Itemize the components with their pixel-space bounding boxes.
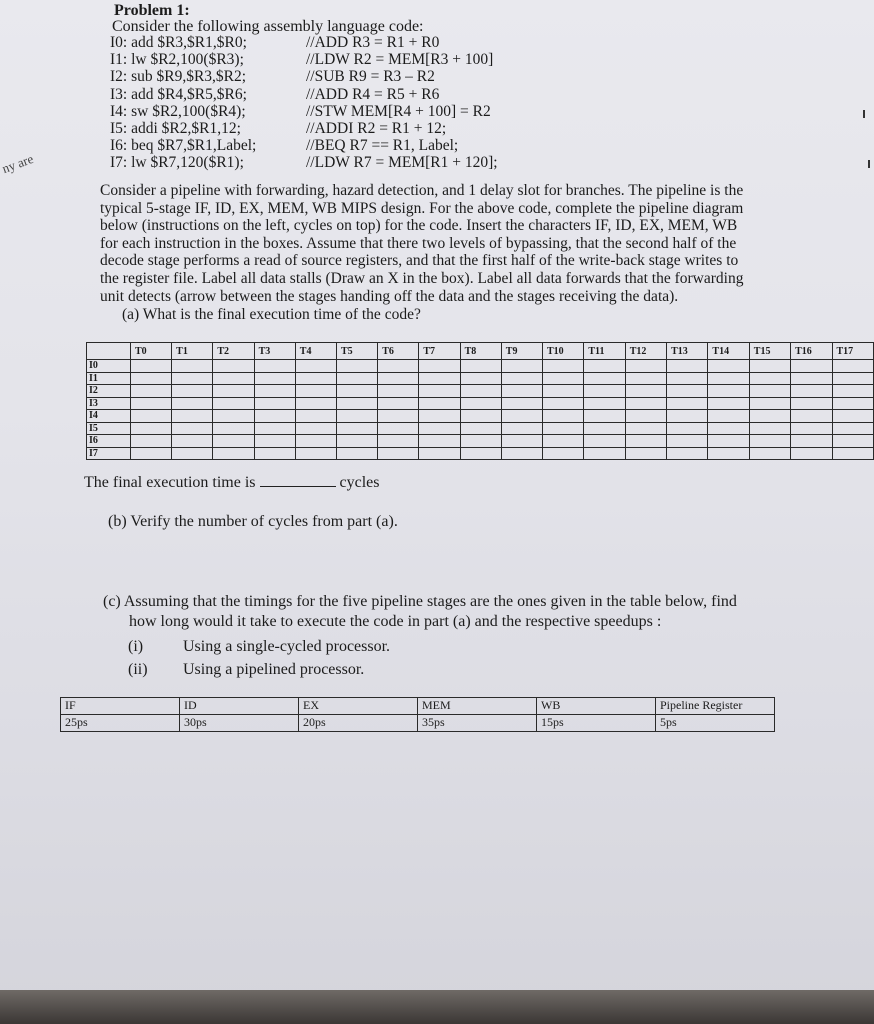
pipeline-cell[interactable] [832,422,874,435]
pipeline-cell[interactable] [791,397,832,410]
pipeline-cell[interactable] [130,385,171,398]
pipeline-cell[interactable] [749,385,790,398]
stage-time: 35ps [418,715,537,732]
final-time-line [84,472,379,492]
pipeline-cell[interactable] [543,385,584,398]
pipeline-cell[interactable] [336,422,377,435]
pipeline-cell[interactable] [543,397,584,410]
pipeline-cell[interactable] [667,422,708,435]
pipeline-cell[interactable] [419,447,460,460]
pipeline-row [87,372,874,385]
pipeline-cell[interactable] [708,385,749,398]
pipeline-cell[interactable] [625,360,666,373]
instruction: I2: sub $R9,$R3,$R2; [110,68,247,86]
question-a: (a) What is the final execution time of the code? [122,306,421,323]
pipeline-cell[interactable] [708,410,749,423]
instruction: I7: lw $R7,120($R1); [110,154,244,172]
pipeline-cell[interactable] [832,410,874,423]
pipeline-cell[interactable] [213,372,254,385]
comment: //ADDI R2 = R1 + 12; [306,119,447,137]
pipeline-cell[interactable] [378,372,419,385]
cycle-header: T10 [543,343,584,360]
cycle-header: T0 [130,343,171,360]
comment: //SUB R9 = R3 – R2 [306,68,435,86]
pipeline-cell[interactable] [172,372,213,385]
pipeline-cell[interactable] [460,422,501,435]
problem-title: Problem 1: [114,2,190,19]
instruction: I5: addi $R2,$R1,12; [110,119,241,137]
pipeline-cell[interactable] [667,435,708,448]
pipeline-cell[interactable] [791,422,832,435]
pipeline-row [87,360,874,373]
cycle-header: T2 [213,343,254,360]
pipeline-cell[interactable] [708,422,749,435]
pipeline-cell[interactable] [295,385,336,398]
paragraph-line: decode stage performs a read of source registers, and that the first half of the write-back stage writes to [100,252,739,270]
pipeline-cell[interactable] [336,360,377,373]
instruction-label: I2 [87,385,131,398]
pipeline-cell[interactable] [625,447,666,460]
pipeline-cell[interactable] [543,372,584,385]
pipeline-cell[interactable] [791,360,832,373]
paragraph-line: the register file. Label all data stalls (Draw an X in the box). Label all data forwards that the forwarding [100,269,744,287]
pipeline-cell[interactable] [708,360,749,373]
pipeline-row [87,447,874,460]
comment: //STW MEM[R4 + 100] = R2 [306,102,491,120]
pipeline-cell[interactable] [832,385,874,398]
instruction-label: I3 [87,397,131,410]
pipeline-cell[interactable] [584,397,625,410]
instruction-label: I4 [87,410,131,423]
stage-time: 30ps [180,715,299,732]
pipeline-row [87,435,874,448]
cycle-header: T9 [501,343,542,360]
pipeline-cell[interactable] [295,372,336,385]
cycle-header: T7 [419,343,460,360]
pipeline-cell[interactable] [419,385,460,398]
code-line [110,137,498,154]
pipeline-cell[interactable] [667,410,708,423]
paragraph-line: typical 5-stage IF, ID, EX, MEM, WB MIPS design. For the above code, complete the pipeline diagram [100,199,744,217]
pipeline-cell[interactable] [378,397,419,410]
paragraph-line: below (instructions on the left, cycles on top) for the code. Insert the characters IF, ID, EX, MEM, WB [100,217,738,235]
stage-time: 15ps [537,715,656,732]
pipeline-cell[interactable] [749,435,790,448]
question-c-line: how long would it take to execute the code in part (a) and the respective speedups : [129,613,662,630]
stage-name: WB [537,698,656,715]
pipeline-cell[interactable] [213,422,254,435]
pipeline-cell[interactable] [172,435,213,448]
pipeline-cell[interactable] [254,435,295,448]
pipeline-row [87,385,874,398]
pipeline-cell[interactable] [584,385,625,398]
comment: //LDW R7 = MEM[R1 + 120]; [306,154,498,172]
pipeline-cell[interactable] [295,435,336,448]
pipeline-cell[interactable] [543,447,584,460]
pipeline-cell[interactable] [378,385,419,398]
pipeline-cell[interactable] [254,372,295,385]
pipeline-cell[interactable] [667,447,708,460]
stage-timing-table [60,697,775,732]
pipeline-cell[interactable] [460,410,501,423]
pipeline-cell[interactable] [254,360,295,373]
pipeline-cell[interactable] [625,422,666,435]
pipeline-cell[interactable] [213,447,254,460]
pipeline-cell[interactable] [378,422,419,435]
pipeline-cell[interactable] [584,435,625,448]
paragraph-line: for each instruction in the boxes. Assume that there two levels of bypassing, that the second half of the [100,234,737,252]
paragraph-line: unit detects (arrow between the stages handing off the data and the stages receiving the data). [100,287,679,305]
question-c [103,592,833,632]
instruction: I0: add $R3,$R1,$R0; [110,34,247,51]
margin-note: ny are [0,151,36,177]
stage-name: MEM [418,698,537,715]
pipeline-cell[interactable] [419,372,460,385]
pipeline-cell[interactable] [419,435,460,448]
pipeline-cell[interactable] [749,447,790,460]
cycle-header: T8 [460,343,501,360]
pipeline-cell[interactable] [667,385,708,398]
pipeline-cell[interactable] [295,422,336,435]
pipeline-cell[interactable] [501,447,542,460]
final-time-label: The final execution time is [84,474,256,491]
pipeline-cell[interactable] [172,397,213,410]
pipeline-cell[interactable] [584,360,625,373]
item-text: Using a pipelined processor. [183,661,365,678]
code-line [110,51,498,68]
pipeline-cell[interactable] [625,385,666,398]
pipeline-cell[interactable] [625,410,666,423]
pipeline-cell[interactable] [254,385,295,398]
pipeline-cell[interactable] [832,435,874,448]
pipeline-cell[interactable] [378,447,419,460]
pipeline-cell[interactable] [832,360,874,373]
pipeline-row [87,397,874,410]
timing-stage-row [61,698,775,715]
pipeline-cell[interactable] [584,410,625,423]
pipeline-cell[interactable] [295,447,336,460]
cycle-header: T3 [254,343,295,360]
cycle-header: T16 [791,343,832,360]
pipeline-cell[interactable] [501,360,542,373]
instruction: I6: beq $R7,$R1,Label; [110,137,257,155]
table-corner [87,343,131,360]
pipeline-cell[interactable] [378,410,419,423]
final-time-blank[interactable] [260,472,336,487]
pipeline-cell[interactable] [501,372,542,385]
stage-time: 20ps [299,715,418,732]
pipeline-cell[interactable] [460,447,501,460]
pipeline-cell[interactable] [708,447,749,460]
cycle-header: T1 [172,343,213,360]
pipeline-cell[interactable] [501,410,542,423]
cycle-header: T13 [667,343,708,360]
pipeline-cell[interactable] [254,397,295,410]
pipeline-cell[interactable] [791,435,832,448]
code-line [110,103,498,120]
stage-time: 25ps [61,715,180,732]
pipeline-cell[interactable] [172,447,213,460]
item-number: (ii) [128,661,148,678]
question-c-item [128,638,390,656]
cycle-header: T14 [708,343,749,360]
paragraph-line: Consider a pipeline with forwarding, hazard detection, and 1 delay slot for branches. The pipeline is the [100,182,744,199]
pipeline-cell[interactable] [378,435,419,448]
instructions-paragraph [100,182,800,305]
pipeline-cell[interactable] [336,447,377,460]
pipeline-cell[interactable] [501,385,542,398]
pipeline-cell[interactable] [130,360,171,373]
instruction-label: I7 [87,447,131,460]
pipeline-cell[interactable] [667,397,708,410]
intro-text: Consider the following assembly language code: [112,18,424,35]
cycle-header: T6 [378,343,419,360]
cycle-header: T11 [584,343,625,360]
pipeline-cell[interactable] [130,447,171,460]
pipeline-cell[interactable] [336,397,377,410]
pipeline-cell[interactable] [130,372,171,385]
pipeline-cell[interactable] [295,410,336,423]
stage-name: Pipeline Register [656,698,775,715]
pipeline-cell[interactable] [501,397,542,410]
timing-value-row [61,715,775,732]
comment: //LDW R2 = MEM[R3 + 100] [306,51,494,69]
comment: //ADD R4 = R5 + R6 [306,85,440,103]
question-b: (b) Verify the number of cycles from part (a). [108,513,398,530]
pipeline-cell[interactable] [460,385,501,398]
pipeline-cell[interactable] [213,397,254,410]
pipeline-cell[interactable] [130,435,171,448]
pipeline-cell[interactable] [213,385,254,398]
pipeline-cell[interactable] [460,360,501,373]
pipeline-cell[interactable] [213,435,254,448]
code-line [110,86,498,103]
cycle-header: T4 [295,343,336,360]
pipeline-cell[interactable] [336,435,377,448]
pipeline-row [87,422,874,435]
pipeline-cell[interactable] [419,410,460,423]
cycle-header: T5 [336,343,377,360]
pipeline-cell[interactable] [172,360,213,373]
pipeline-cell[interactable] [254,410,295,423]
pipeline-cell[interactable] [749,372,790,385]
pipeline-cell[interactable] [749,397,790,410]
pipeline-cell[interactable] [501,422,542,435]
pipeline-cell[interactable] [460,397,501,410]
comment: //ADD R3 = R1 + R0 [306,34,440,51]
pipeline-cell[interactable] [172,385,213,398]
instruction-label: I5 [87,422,131,435]
pipeline-cell[interactable] [254,447,295,460]
final-time-unit: cycles [339,474,380,491]
stage-name: ID [180,698,299,715]
instruction-label: I1 [87,372,131,385]
pipeline-row [87,410,874,423]
code-line [110,154,498,171]
pipeline-cell[interactable] [667,372,708,385]
pipeline-cell[interactable] [172,410,213,423]
pipeline-cell[interactable] [749,360,790,373]
pipeline-cell[interactable] [130,410,171,423]
pipeline-cell[interactable] [625,372,666,385]
pipeline-cell[interactable] [749,410,790,423]
code-listing [110,34,498,172]
pipeline-cell[interactable] [832,372,874,385]
instruction: I4: sw $R2,100($R4); [110,102,246,120]
pipeline-cell[interactable] [295,360,336,373]
cycle-header: T12 [625,343,666,360]
pipeline-cell[interactable] [584,372,625,385]
question-c-item [128,661,364,679]
instruction-label: I6 [87,435,131,448]
pipeline-cell[interactable] [130,422,171,435]
pipeline-cell[interactable] [791,410,832,423]
pipeline-cell[interactable] [378,360,419,373]
pipeline-header-row [87,343,874,360]
pipeline-cell[interactable] [213,360,254,373]
pipeline-cell[interactable] [336,410,377,423]
pipeline-cell[interactable] [791,372,832,385]
pipeline-cell[interactable] [543,410,584,423]
pipeline-cell[interactable] [584,447,625,460]
pipeline-cell[interactable] [584,422,625,435]
pipeline-diagram-table [86,342,874,460]
pipeline-cell[interactable] [336,372,377,385]
instruction: I1: lw $R2,100($R3); [110,51,244,69]
pipeline-cell[interactable] [543,360,584,373]
stage-name: EX [299,698,418,715]
stage-name: IF [61,698,180,715]
pipeline-cell[interactable] [501,435,542,448]
stage-time: 5ps [656,715,775,732]
pipeline-cell[interactable] [708,397,749,410]
pipeline-cell[interactable] [625,435,666,448]
comment: //BEQ R7 == R1, Label; [306,137,459,155]
pipeline-cell[interactable] [460,372,501,385]
pipeline-cell[interactable] [708,372,749,385]
pipeline-cell[interactable] [791,447,832,460]
pipeline-cell[interactable] [213,410,254,423]
pipeline-cell[interactable] [625,397,666,410]
pipeline-cell[interactable] [336,385,377,398]
code-line [110,68,498,85]
item-text: Using a single-cycled processor. [183,638,391,655]
pipeline-cell[interactable] [130,397,171,410]
pipeline-cell[interactable] [543,422,584,435]
pipeline-cell[interactable] [295,397,336,410]
pipeline-cell[interactable] [832,397,874,410]
code-line [110,34,498,51]
margin-tick [863,110,865,118]
pipeline-cell[interactable] [419,360,460,373]
instruction-label: I0 [87,360,131,373]
pipeline-cell[interactable] [667,360,708,373]
question-c-line: (c) Assuming that the timings for the five pipeline stages are the ones given in the table below, find [103,593,737,610]
pipeline-cell[interactable] [419,397,460,410]
pipeline-cell[interactable] [749,422,790,435]
code-line [110,120,498,137]
pipeline-cell[interactable] [791,385,832,398]
margin-tick [868,160,870,168]
pipeline-cell[interactable] [254,422,295,435]
cycle-header: T17 [832,343,874,360]
cycle-header: T15 [749,343,790,360]
pipeline-cell[interactable] [543,435,584,448]
pipeline-cell[interactable] [419,422,460,435]
instruction: I3: add $R4,$R5,$R6; [110,85,247,103]
pipeline-cell[interactable] [708,435,749,448]
pipeline-cell[interactable] [172,422,213,435]
pipeline-cell[interactable] [460,435,501,448]
item-number: (i) [128,638,144,655]
pipeline-cell[interactable] [832,447,874,460]
